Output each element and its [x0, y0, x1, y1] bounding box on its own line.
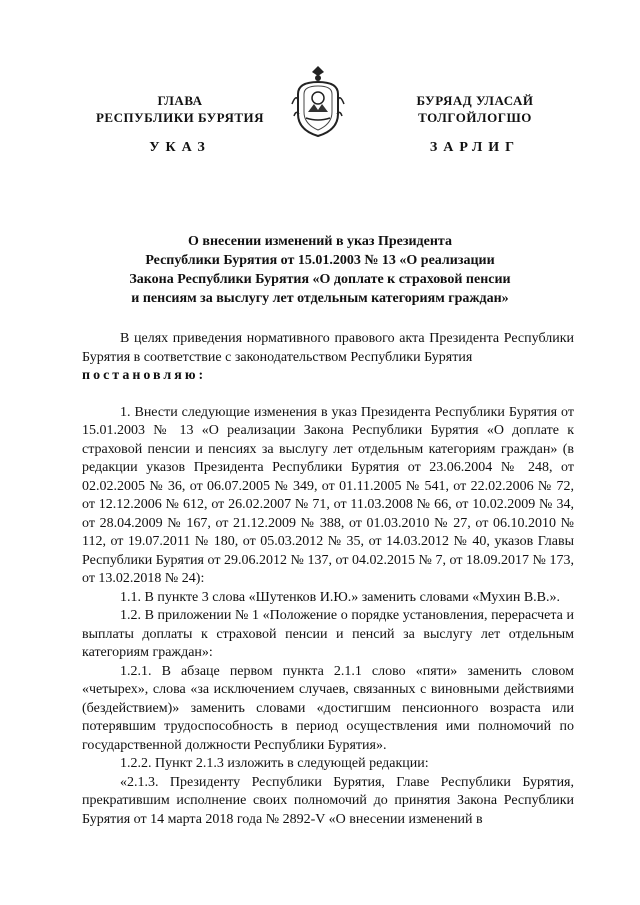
header-left-line1: ГЛАВА: [157, 93, 203, 108]
paragraph-1-2: 1.2. В приложении № 1 «Положение о порядке установления, перерасчета и выплаты доплаты к страховой пенсии и пенсий за выслугу лет отдельным категориям граждан»:: [82, 608, 574, 660]
coat-of-arms-emblem: [290, 64, 346, 140]
resolve-word: постановляю:: [82, 368, 207, 383]
title-line: Республики Бурятия от 15.01.2003 № 13 «О реализации: [145, 253, 495, 268]
title-line: Закона Республики Бурятия «О доплате к страховой пенсии: [129, 272, 511, 287]
paragraph-1-2-2: 1.2.2. Пункт 2.1.3 изложить в следующей редакции:: [120, 756, 429, 771]
header-left: [80, 92, 280, 126]
preamble-paragraph: В целях приведения нормативного правового акта Президента Республики Бурятия в соответствие с законодательством Республики Бурятия: [82, 331, 574, 365]
header-left-line2: РЕСПУБЛИКИ БУРЯТИЯ: [95, 110, 265, 125]
paragraph-1: 1. Внести следующие изменения в указ Президента Республики Бурятия от 15.01.2003 № 13 «О реализации Закона Республики Бурятия «О доплате к страховой пенсии и пенсиях за выслугу лет отдельным категориям граждан» (в редакции указов Президента Республики Бурятия от 23.06.2004 № 248, от 02.02.2005 № 36, от 06.07.2005 № 349, от 01.11.2005 № 541, от 22.02.2006 № 72, от 12.12.2006 № 612, от 26.02.2007 № 71, от 11.03.2008 № 66, от 10.02.2009 № 34, от 28.04.2009 № 167, от 21.12.2009 № 388, от 01.03.2010 № 27, от 06.10.2010 № 112, от 19.07.2011 № 180, от 05.03.2012 № 35, от 14.03.2012 № 40, указов Главы Республики Бурятия от 29.06.2012 № 137, от 04.02.2015 № 7, от 18.09.2017 № 173, от 13.02.2018 № 24):: [82, 404, 574, 586]
document-title: [80, 232, 560, 308]
header-right: [380, 92, 570, 126]
title-line: О внесении изменений в указ Президента: [188, 234, 452, 249]
paragraph-2-1-3: «2.1.3. Президенту Республики Бурятия, Главе Республики Бурятия, прекратившим исполнение своих полномочий до принятия Закона Республики Бурятия от 14 марта 2018 года № 2892-V «О внесении изменений в: [82, 774, 574, 827]
decree-label-buryat: ЗАРЛИГ: [429, 140, 521, 155]
title-line: и пенсиям за выслугу лет отдельным категориям граждан»: [131, 291, 509, 306]
document-body: [82, 330, 574, 829]
paragraph-1-2-1: 1.2.1. В абзаце первом пункта 2.1.1 слово «пяти» заменить словом «четырех», слова «за исключением случаев, связанных с виновными действиями (бездействием)» заменить словами «достигшим пенсионного возраста или потерявшим трудоспособность в период осуществления ими полномочий по государственной должности Республики Бурятия».: [82, 663, 574, 753]
decree-label-russian: УКАЗ: [149, 140, 211, 155]
header-right-line1: БУРЯАД УЛАСАЙ: [416, 93, 534, 108]
paragraph-1-1: 1.1. В пункте 3 слова «Шутенков И.Ю.» заменить словами «Мухин В.В.».: [120, 589, 561, 605]
header-right-line2: ТОЛГОЙЛОГШО: [418, 110, 532, 125]
